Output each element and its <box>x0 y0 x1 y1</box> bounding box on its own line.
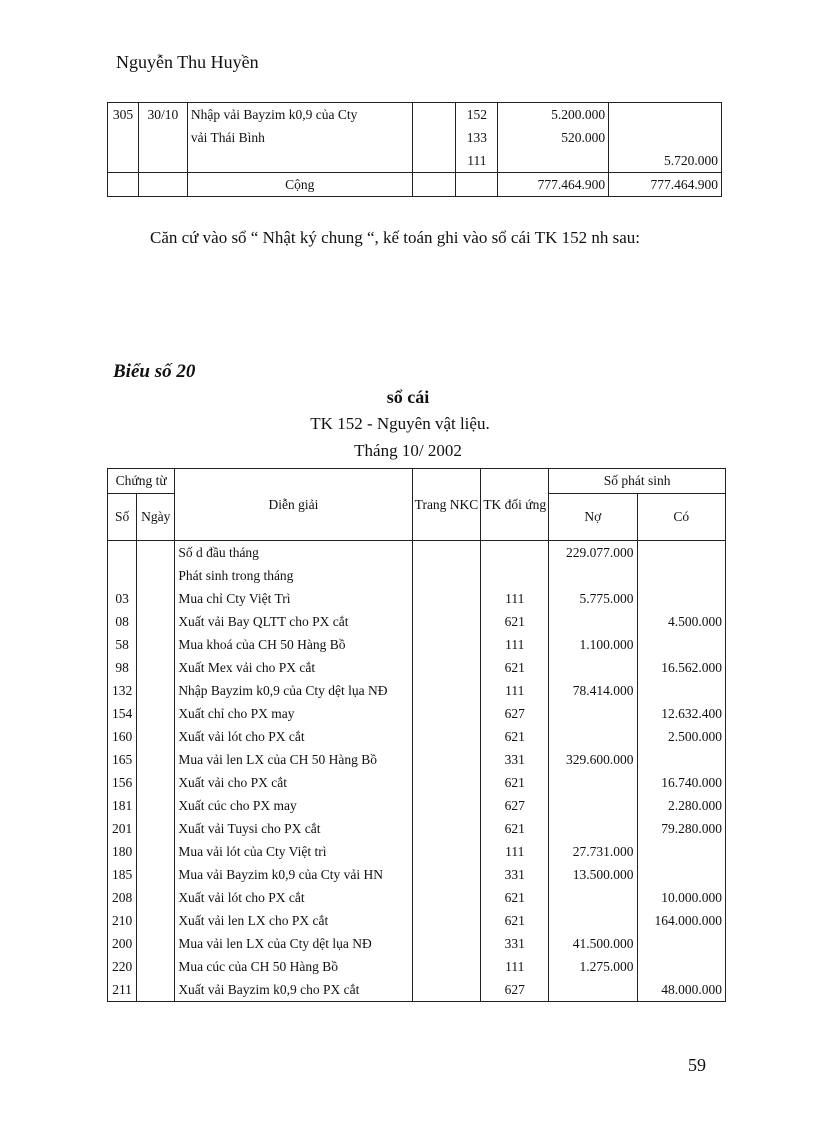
table-row <box>108 748 726 771</box>
cell-ngay <box>137 840 175 863</box>
cell-so: 08 <box>108 610 137 633</box>
cell-ngay <box>138 126 187 149</box>
cell-ngay <box>137 725 175 748</box>
total-no: 777.464.900 <box>498 173 609 197</box>
table-row <box>108 149 722 173</box>
header-ngay: Ngày <box>137 494 175 541</box>
cell-no: 41.500.000 <box>549 932 637 955</box>
cell-no <box>549 725 637 748</box>
cell-ngay <box>137 587 175 610</box>
cell-ngay <box>137 863 175 886</box>
cell-ngay <box>137 679 175 702</box>
cell-trang-nkc <box>412 932 481 955</box>
cell-no <box>549 886 637 909</box>
cell-tk: 111 <box>481 840 549 863</box>
cell-ngay <box>137 955 175 978</box>
cell-so: 181 <box>108 794 137 817</box>
cell-tk: 111 <box>481 955 549 978</box>
cell-no <box>549 610 637 633</box>
cell-so: 156 <box>108 771 137 794</box>
intro-text: Căn cứ vào sổ “ Nhật ký chung “, kế toán ghi vào sổ cái TK 152 nh sau: <box>150 228 640 247</box>
cell-tk: 111 <box>481 633 549 656</box>
header-chung-tu: Chứng từ <box>108 469 175 494</box>
cell-dien-giai: Số d đầu tháng <box>175 541 412 565</box>
cell-no <box>549 794 637 817</box>
cell-no: 27.731.000 <box>549 840 637 863</box>
cell-so <box>108 126 139 149</box>
cell-so <box>108 541 137 565</box>
cell-co <box>637 863 725 886</box>
cell-dien-giai: Xuất vải Tuysi cho PX cắt <box>175 817 412 840</box>
cell-so: 165 <box>108 748 137 771</box>
cell-so: 200 <box>108 932 137 955</box>
cell-trang-nkc <box>412 748 481 771</box>
cell-trang-nkc <box>412 725 481 748</box>
cell-so: 132 <box>108 679 137 702</box>
cell-no <box>549 817 637 840</box>
table-row <box>108 840 726 863</box>
cell-ngay <box>137 748 175 771</box>
cell-co <box>637 541 725 565</box>
cell-empty <box>412 103 456 127</box>
cell-dien-giai: Xuất vải len LX cho PX cắt <box>175 909 412 932</box>
cell-dien-giai: Xuất cúc cho PX may <box>175 794 412 817</box>
header-so: Số <box>108 494 137 541</box>
cell-no <box>549 702 637 725</box>
cell-trang-nkc <box>412 817 481 840</box>
cell-so: 180 <box>108 840 137 863</box>
cell-tk: 331 <box>481 748 549 771</box>
table-row <box>108 978 726 1002</box>
table-row <box>108 587 726 610</box>
cell-trang-nkc <box>412 863 481 886</box>
cell-no: 13.500.000 <box>549 863 637 886</box>
cell-co <box>637 633 725 656</box>
table-row <box>108 702 726 725</box>
cell-trang-nkc <box>412 541 481 565</box>
cell-dien-giai: Mua vải len LX của CH 50 Hàng Bồ <box>175 748 412 771</box>
cell-tk: 621 <box>481 817 549 840</box>
cell-tk: 152 <box>456 103 498 127</box>
cell-trang-nkc <box>412 909 481 932</box>
cell-no: 78.414.000 <box>549 679 637 702</box>
cell-tk: 331 <box>481 863 549 886</box>
cell-co <box>637 840 725 863</box>
cell-tk: 627 <box>481 702 549 725</box>
table-row <box>108 633 726 656</box>
cell-dien-giai: Xuất vải Bay QLTT cho PX cắt <box>175 610 412 633</box>
cell-dien-giai: Xuất vải Bayzim k0,9 cho PX cắt <box>175 978 412 1002</box>
cell-no: 229.077.000 <box>549 541 637 565</box>
cell-so: 160 <box>108 725 137 748</box>
cell-empty <box>412 149 456 173</box>
cell-tk: 331 <box>481 932 549 955</box>
form-label: Biểu số 20 <box>113 361 196 382</box>
header-tk-doi-ung: TK đối ứng <box>481 469 549 541</box>
cell-tk <box>481 541 549 565</box>
cell-tk: 111 <box>481 679 549 702</box>
cell-co <box>637 679 725 702</box>
cell-dien-giai: Xuất vải lót cho PX cắt <box>175 725 412 748</box>
cell-empty <box>412 173 456 197</box>
ledger-month: Tháng 10/ 2002 <box>354 441 462 460</box>
table-row <box>108 794 726 817</box>
cell-dien-giai: Xuất vải cho PX cắt <box>175 771 412 794</box>
cell-no <box>549 909 637 932</box>
cell-so: 211 <box>108 978 137 1002</box>
cell-no <box>498 149 609 173</box>
cell-co: 164.000.000 <box>637 909 725 932</box>
cell-so <box>108 564 137 587</box>
cell-tk: 621 <box>481 909 549 932</box>
cell-dien-giai <box>187 149 412 173</box>
cell-dien-giai: Mua vải len LX của Cty dệt lụa NĐ <box>175 932 412 955</box>
cell-co <box>609 126 722 149</box>
cell-ngay <box>137 817 175 840</box>
table-row <box>108 771 726 794</box>
cell-co: 79.280.000 <box>637 817 725 840</box>
cell-co: 10.000.000 <box>637 886 725 909</box>
header-so-phat-sinh: Số phát sinh <box>549 469 726 494</box>
table-row <box>108 656 726 679</box>
cell-co: 16.562.000 <box>637 656 725 679</box>
page-number: 59 <box>688 1055 706 1075</box>
cell-so: 03 <box>108 587 137 610</box>
table-row <box>108 103 722 127</box>
cell-trang-nkc <box>412 840 481 863</box>
cell-trang-nkc <box>412 610 481 633</box>
cell-co <box>637 587 725 610</box>
cell-no: 520.000 <box>498 126 609 149</box>
cell-co: 4.500.000 <box>637 610 725 633</box>
cell-dien-giai: Xuất chỉ cho PX may <box>175 702 412 725</box>
cell-ngay <box>137 771 175 794</box>
table-row <box>108 932 726 955</box>
cell-trang-nkc <box>412 702 481 725</box>
header-no: Nợ <box>549 494 637 541</box>
cell-tk: 621 <box>481 656 549 679</box>
cell-ngay <box>137 702 175 725</box>
cell-dien-giai: Mua chỉ Cty Việt Trì <box>175 587 412 610</box>
cell-empty <box>412 126 456 149</box>
cell-trang-nkc <box>412 587 481 610</box>
general-ledger-table <box>107 468 726 1002</box>
cell-no <box>549 771 637 794</box>
cell-dien-giai: Mua vải lót của Cty Việt trì <box>175 840 412 863</box>
cell-so <box>108 149 139 173</box>
cell-no <box>549 978 637 1002</box>
cell-co: 48.000.000 <box>637 978 725 1002</box>
cell-ngay: 30/10 <box>138 103 187 127</box>
cell-trang-nkc <box>412 771 481 794</box>
cell-dien-giai: Nhập Bayzim k0,9 của Cty dệt lụa NĐ <box>175 679 412 702</box>
total-row <box>108 173 722 197</box>
cell-no: 1.100.000 <box>549 633 637 656</box>
top-journal-table <box>107 102 722 197</box>
cell-tk: 627 <box>481 978 549 1002</box>
header-dien-giai: Diễn giải <box>175 469 412 541</box>
cell-so: 210 <box>108 909 137 932</box>
cell-tk: 621 <box>481 725 549 748</box>
ledger-account: TK 152 - Nguyên vật liệu. <box>310 414 490 433</box>
cell-tk: 111 <box>481 587 549 610</box>
cell-no <box>549 656 637 679</box>
cell-dien-giai: Mua khoá của CH 50 Hàng Bồ <box>175 633 412 656</box>
cell-ngay <box>137 794 175 817</box>
table-row <box>108 955 726 978</box>
cell-ngay <box>137 909 175 932</box>
table-row <box>108 863 726 886</box>
cell-so: 154 <box>108 702 137 725</box>
cell-empty <box>138 173 187 197</box>
cell-trang-nkc <box>412 794 481 817</box>
cell-so: 98 <box>108 656 137 679</box>
author-name: Nguyễn Thu Huyền <box>116 52 259 72</box>
cell-tk <box>481 564 549 587</box>
table-row <box>108 817 726 840</box>
header-co: Có <box>637 494 725 541</box>
cell-empty <box>108 173 139 197</box>
table-row <box>108 541 726 565</box>
header-trang-nkc: Trang NKC <box>412 469 481 541</box>
cell-dien-giai: Phát sinh trong tháng <box>175 564 412 587</box>
cell-co: 2.280.000 <box>637 794 725 817</box>
cell-ngay <box>137 633 175 656</box>
cell-co: 5.720.000 <box>609 149 722 173</box>
cell-so: 201 <box>108 817 137 840</box>
cell-trang-nkc <box>412 955 481 978</box>
cell-trang-nkc <box>412 679 481 702</box>
cell-tk: 111 <box>456 149 498 173</box>
cell-trang-nkc <box>412 656 481 679</box>
table-row <box>108 679 726 702</box>
cell-dien-giai: Xuất Mex vải cho PX cắt <box>175 656 412 679</box>
cell-co <box>637 564 725 587</box>
cell-no: 5.775.000 <box>549 587 637 610</box>
cell-ngay <box>137 886 175 909</box>
cell-empty <box>456 173 498 197</box>
cell-co: 12.632.400 <box>637 702 725 725</box>
table-row <box>108 610 726 633</box>
cell-ngay <box>137 932 175 955</box>
table-row <box>108 126 722 149</box>
cell-trang-nkc <box>412 564 481 587</box>
cell-dien-giai: Mua vải Bayzim k0,9 của Cty vải HN <box>175 863 412 886</box>
cell-ngay <box>137 564 175 587</box>
table-row <box>108 564 726 587</box>
cell-trang-nkc <box>412 886 481 909</box>
cell-dien-giai: Xuất vải lót cho PX cắt <box>175 886 412 909</box>
cell-ngay <box>137 541 175 565</box>
total-label: Cộng <box>187 173 412 197</box>
table-row <box>108 886 726 909</box>
cell-tk: 621 <box>481 886 549 909</box>
cell-co: 16.740.000 <box>637 771 725 794</box>
cell-co <box>637 932 725 955</box>
table-row <box>108 909 726 932</box>
cell-tk: 627 <box>481 794 549 817</box>
cell-ngay <box>137 978 175 1002</box>
cell-co <box>637 748 725 771</box>
cell-so: 185 <box>108 863 137 886</box>
table-row <box>108 725 726 748</box>
cell-co: 2.500.000 <box>637 725 725 748</box>
cell-trang-nkc <box>412 633 481 656</box>
cell-so: 305 <box>108 103 139 127</box>
cell-tk: 621 <box>481 771 549 794</box>
cell-dien-giai: vải Thái Bình <box>187 126 412 149</box>
cell-trang-nkc <box>412 978 481 1002</box>
cell-co <box>609 103 722 127</box>
cell-ngay <box>137 610 175 633</box>
cell-so: 58 <box>108 633 137 656</box>
cell-ngay <box>138 149 187 173</box>
cell-tk: 133 <box>456 126 498 149</box>
cell-tk: 621 <box>481 610 549 633</box>
cell-ngay <box>137 656 175 679</box>
cell-no: 329.600.000 <box>549 748 637 771</box>
cell-co <box>637 955 725 978</box>
cell-no <box>549 564 637 587</box>
total-co: 777.464.900 <box>609 173 722 197</box>
cell-so: 220 <box>108 955 137 978</box>
cell-dien-giai: Mua cúc của CH 50 Hàng Bồ <box>175 955 412 978</box>
ledger-title: sổ cái <box>386 387 430 407</box>
cell-dien-giai: Nhập vải Bayzim k0,9 của Cty <box>187 103 412 127</box>
cell-so: 208 <box>108 886 137 909</box>
cell-no: 1.275.000 <box>549 955 637 978</box>
cell-no: 5.200.000 <box>498 103 609 127</box>
